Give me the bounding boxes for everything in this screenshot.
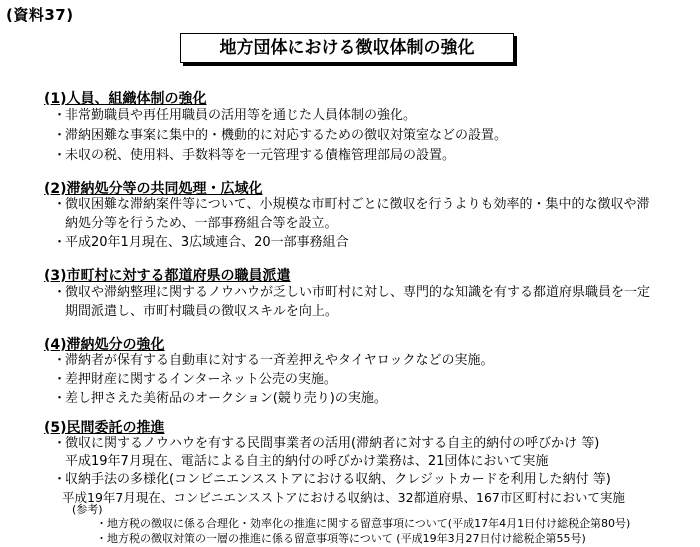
section-4-item-3: ・差し押さえた美術品のオークション(競り売り)の実施。 — [53, 391, 387, 406]
section-1-item-3: ・未収の税、使用料、手数料等を一元管理する債権管理部局の設置。 — [53, 148, 456, 163]
section-5-item-2: ・収納手法の多様化(コンビニエンスストアにおける収納、クレジットカードを利用した納付 等) — [53, 472, 611, 487]
section-4-item-2: ・差押財産に関するインターネット公売の実施。 — [53, 372, 337, 387]
section-5-item-2-continuation: 平成19年7月現在、コンビニエンスストアにおける収納は、32都道府県、167市区町村において実施 — [62, 490, 625, 505]
section-2-item-1-continuation: 納処分等を行うため、一部事務組合等を設立。 — [65, 216, 338, 231]
section-4-heading: (4)滞納処分の強化 — [44, 337, 165, 353]
section-3-heading: (3)市町村に対する都道府県の職員派遣 — [44, 268, 291, 284]
section-1-item-2: ・滞納困難な事案に集中的・機動的に対応するための徴収対策室などの設置。 — [53, 128, 508, 143]
reference-item-2: ・地方税の徴収対策の一層の推進に係る留意事項等について (平成19年3月27日付け総税企第55号) — [96, 532, 586, 545]
reference-label: (参考) — [72, 503, 103, 516]
page-title: 地方団体における徴収体制の強化 — [180, 33, 514, 63]
section-1-heading: (1)人員、組織体制の強化 — [44, 91, 207, 107]
section-2-item-2: ・平成20年1月現在、3広域連合、20一部事務組合 — [53, 235, 349, 250]
section-3-item-1-continuation: 期間派遣し、市町村職員の徴収スキルを向上。 — [65, 304, 338, 319]
section-2-heading: (2)滞納処分等の共同処理・広域化 — [44, 181, 263, 197]
section-2-item-1: ・徴収困難な滞納案件等について、小規模な市町村ごとに徴収を行うよりも効率的・集中的な徴収や滞 — [53, 197, 650, 212]
document-label: (資料37) — [6, 6, 74, 24]
section-1-item-1: ・非常勤職員や再任用職員の活用等を通じた人員体制の強化。 — [53, 108, 417, 123]
section-4-item-1: ・滞納者が保有する自動車に対する一斉差押えやタイヤロックなどの実施。 — [53, 353, 494, 368]
reference-item-1: ・地方税の徴収に係る合理化・効率化の推進に関する留意事項について(平成17年4月1日付け総税企第80号) — [96, 517, 631, 530]
section-5-item-1-continuation: 平成19年7月現在、電話による自主的納付の呼びかけ業務は、21団体において実施 — [65, 454, 549, 469]
section-3-item-1: ・徴収や滞納整理に関するノウハウが乏しい市町村に対し、専門的な知識を有する都道府県職員を一定 — [53, 285, 651, 300]
section-5-item-1: ・徴収に関するノウハウを有する民間事業者の活用(滞納者に対する自主的納付の呼びかけ 等) — [53, 436, 600, 451]
section-5-heading: (5)民間委託の推進 — [44, 420, 165, 436]
